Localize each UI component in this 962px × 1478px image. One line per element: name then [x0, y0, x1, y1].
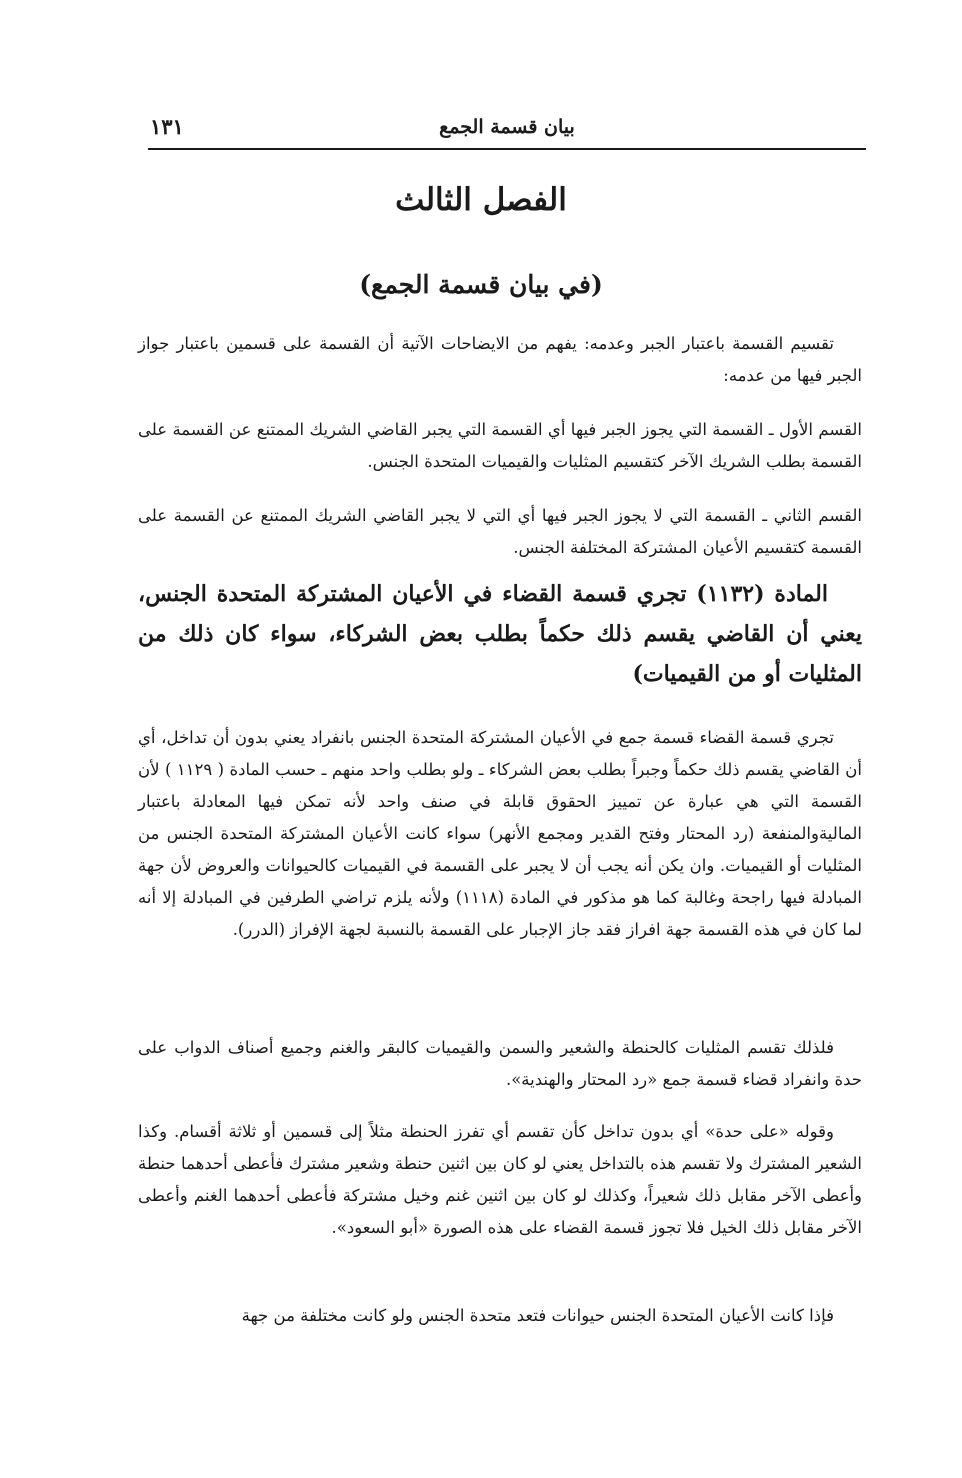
second-division-paragraph: القسم الثاني ـ القسمة التي لا يجوز الجبر فيها أي التي لا يجبر القاضي الشريك الممتنع عن القسمة على القسمة كتقسيم الأعيان المشتركة المختلفة الجنس.: [138, 506, 862, 557]
commentary-paragraph: وقوله «على حدة» أي بدون تداخل كأن تقسم أي تفرز الحنطة مثلاً إلى قسمين أو ثلاثة أقسام. وكذا الشعير المشترك ولا تقسم هذه بالتداخل يعني لو كان بين اثنين حنطة وشعير مشترك فأعطى أحدهما حنطة وأعطى الآخر مقابل ذلك شعيراً، وكذلك لو كان بين اثنين غنم وخيل مشتركة فأعطى أحدهما الغنم وأعطى الآخر مقابل ذلك الخيل فلا تجوز قسمة القضاء على هذه الصورة «أبو السعود».: [138, 1122, 862, 1237]
intro-paragraph: تقسيم القسمة باعتبار الجبر وعدمه: يفهم من الايضاحات الآتية أن القسمة على قسمين باعتبار جواز الجبر فيها من عدمه:: [138, 334, 862, 385]
commentary-paragraph: فلذلك تقسم المثليات كالحنطة والشعير والسمن والقيميات كالبقر والغنم وجميع أصناف الدواب على حدة وانفراد قضاء قسمة جمع «رد المحتار والهندية».: [138, 1038, 862, 1089]
running-header: [148, 112, 866, 150]
article-1132-text: المادة (١١٣٢) تجري قسمة القضاء في الأعيان المشتركة المتحدة الجنس، يعني أن القاضي يقسم ذلك حكماً بطلب بعض الشركاء، سواء كان ذلك من المثليات أو من القيميات): [138, 581, 862, 687]
first-division-paragraph: القسم الأول ـ القسمة التي يجوز الجبر فيها أي القسمة التي يجبر القاضي الشريك الممتنع عن القسمة على القسمة بطلب الشريك الآخر كتقسيم المثليات والقيميات المتحدة الجنس.: [138, 420, 862, 471]
commentary-paragraph: فإذا كانت الأعيان المتحدة الجنس حيوانات فتعد متحدة الجنس ولو كانت مختلفة من جهة: [241, 1306, 834, 1325]
chapter-title: الفصل الثالث: [395, 182, 567, 218]
section-title: (في بيان قسمة الجمع): [359, 270, 603, 299]
commentary-paragraph: تجري قسمة القضاء قسمة جمع في الأعيان المشتركة المتحدة الجنس بانفراد يعني بدون أن تداخل، أي أن القاضي يقسم ذلك حكماً وجبراً بطلب بعض الشركاء ـ ولو بطلب واحد منهم ـ حسب المادة ( ١١٢٩ ) لأن القسمة التي هي عبارة عن تمييز الحقوق قابلة في صنف واحد لأنه تمكن فيها المعادلة باعتبار الماليةوالمنفعة (رد المحتار وفتح القدير ومجمع الأنهر) سواء كانت الأعيان المشتركة المتحدة الجنس من المثليات أو القيميات. وان يكن أنه يجب أن لا يجبر على القسمة في القيميات كالحيوانات والعروض لأن جهة المبادلة فيها راجحة وغالبة كما هو مذكور في المادة (١١١٨) ولأنه يلزم تراضي الطرفين في المبادلة إلا أنه لما كان في هذه القسمة جهة افراز فقد جاز الإجبار على القسمة بالنسبة لجهة الإفراز (الدرر).: [138, 728, 862, 939]
running-header-title: بيان قسمة الجمع: [439, 116, 575, 138]
page-number: ١٣١: [150, 114, 184, 139]
